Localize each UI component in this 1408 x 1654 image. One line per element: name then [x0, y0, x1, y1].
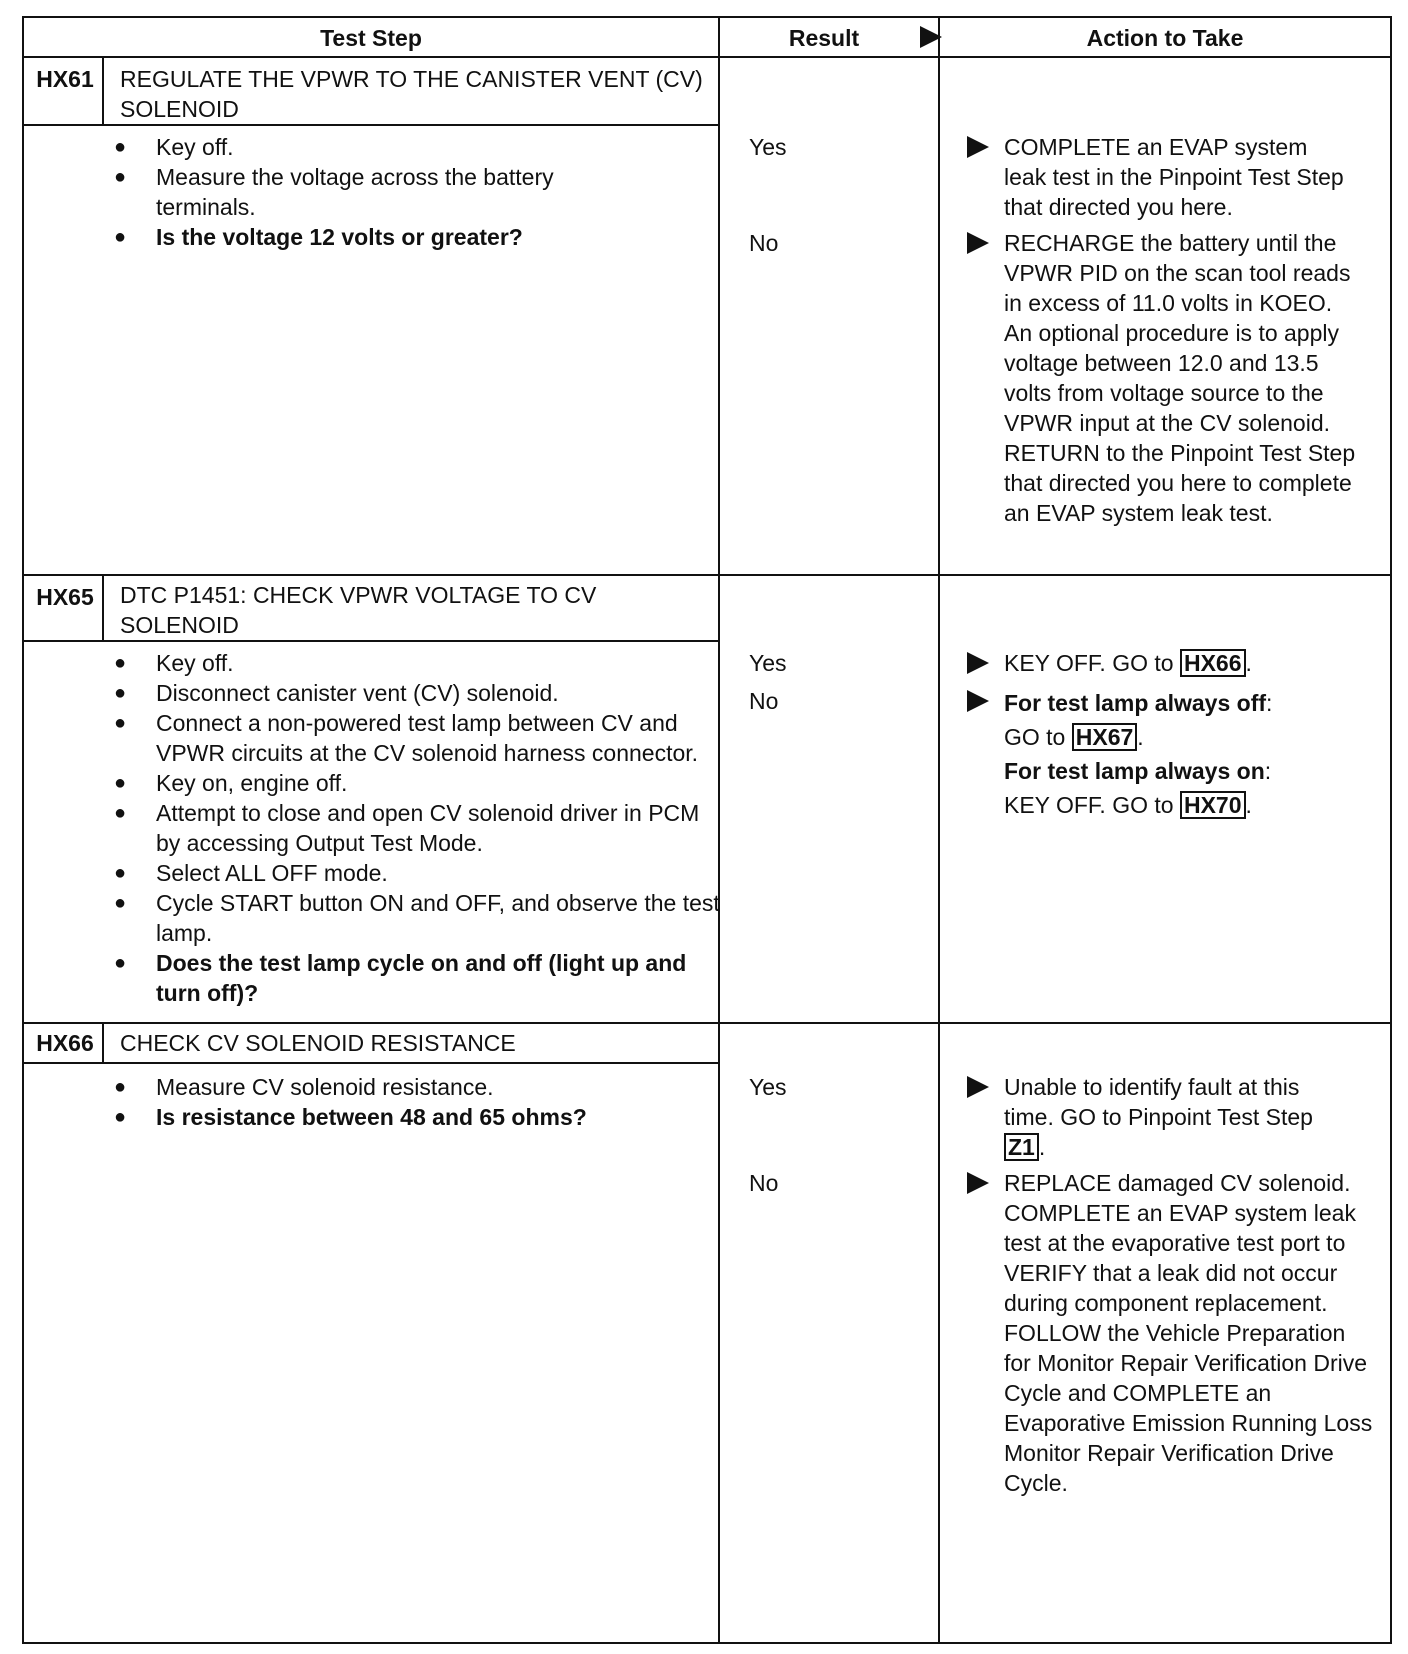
- instruction-question: ● Is resistance between 48 and 65 ohms?: [114, 1102, 724, 1132]
- title-divider: [24, 124, 718, 126]
- id-divider: [102, 58, 104, 126]
- instruction: ● Measure CV solenoid resistance.: [114, 1072, 724, 1102]
- instruction: ● Key off.: [114, 132, 724, 162]
- step-hx66: [24, 1024, 1390, 1644]
- step-reference-hx70[interactable]: HX70: [1180, 791, 1246, 819]
- id-divider: [102, 576, 104, 642]
- step-id: HX61: [36, 66, 94, 92]
- step-title: DTC P1451: CHECK VPWR VOLTAGE TO CV SOLENOID: [120, 582, 597, 638]
- instruction: ● Select ALL OFF mode.: [114, 858, 724, 888]
- step-hx61: [24, 58, 1390, 574]
- action-no: REPLACE damaged CV solenoid. COMPLETE an EVAP system leak test at the evaporative test port to VERIFY that a leak did not occur during component replacement. FOLLOW the Vehicle Preparation for Monitor Repair Verification Drive Cycle and COMPLETE an Evaporative Emission Running Loss Monitor Repair Verification Drive Cycle.: [1004, 1170, 1373, 1496]
- action-no: RECHARGE the battery until the VPWR PID on the scan tool reads in excess of 11.0 volts in KOEO. An optional procedure is to apply voltage between 12.0 and 13.5 volts from voltage source to the VPWR input at the CV solenoid. RETURN to the Pinpoint Test Step that directed you here to complete an EVAP system leak test.: [1004, 230, 1356, 526]
- condition-label: For test lamp always on: [1004, 758, 1265, 784]
- step-instructions: [114, 648, 724, 1008]
- instruction: ● Key on, engine off.: [114, 768, 724, 798]
- action-text: KEY OFF. GO to: [1004, 792, 1174, 818]
- action-yes: COMPLETE an EVAP system leak test in the Pinpoint Test Step that directed you here.: [1004, 134, 1344, 220]
- action-no: For test lamp always off: GO to HX67 . For test lamp always on: KEY OFF. GO to HX70 .: [1004, 690, 1273, 818]
- step-title: REGULATE THE VPWR TO THE CANISTER VENT (CV) SOLENOID: [120, 66, 703, 122]
- result-yes: Yes: [749, 1074, 787, 1100]
- instruction: ● Key off.: [114, 648, 724, 678]
- arrow-icon: [967, 652, 989, 674]
- step-id: HX66: [36, 1030, 94, 1056]
- action-yes: Unable to identify fault at this time. GO to Pinpoint Test Step Z1 .: [1004, 1074, 1313, 1160]
- result-yes: Yes: [749, 650, 787, 676]
- header-test-step: Test Step: [320, 25, 422, 51]
- step-instructions: [114, 132, 724, 252]
- header-action: Action to Take: [1086, 25, 1244, 51]
- arrow-icon: [967, 690, 989, 712]
- result-no: No: [749, 688, 779, 714]
- instruction-question: ● Is the voltage 12 volts or greater?: [114, 222, 724, 252]
- step-id: HX65: [36, 584, 94, 610]
- id-divider: [102, 1024, 104, 1062]
- arrow-icon: [967, 232, 989, 254]
- step-reference-hx67[interactable]: HX67: [1072, 723, 1138, 751]
- step-title: CHECK CV SOLENOID RESISTANCE: [120, 1030, 516, 1056]
- instruction: ● Cycle START button ON and OFF, and observe the test lamp.: [114, 888, 724, 948]
- action-text: Unable to identify fault at this time. GO to Pinpoint Test Step: [1004, 1074, 1313, 1130]
- action-text: GO to: [1004, 724, 1066, 750]
- result-no: No: [749, 1170, 779, 1196]
- instruction: ● Disconnect canister vent (CV) solenoid.: [114, 678, 724, 708]
- test-step-table: [22, 16, 1392, 1644]
- instruction: ● Connect a non-powered test lamp between CV and VPWR circuits at the CV solenoid harness connector.: [114, 708, 724, 768]
- step-instructions: [114, 1072, 724, 1132]
- action-yes: KEY OFF. GO to HX66 .: [1004, 650, 1252, 676]
- title-divider: [24, 1062, 718, 1064]
- instruction: ● Attempt to close and open CV solenoid driver in PCM by accessing Output Test Mode.: [114, 798, 724, 858]
- title-divider: [24, 640, 718, 642]
- condition-label: For test lamp always off: [1004, 690, 1267, 716]
- result-no: No: [749, 230, 779, 256]
- header-result: Result: [788, 25, 860, 51]
- arrow-icon: [967, 1076, 989, 1098]
- arrow-icon: [967, 1172, 989, 1194]
- header-arrow-icon: [920, 26, 942, 48]
- step-reference-z1[interactable]: Z1: [1004, 1133, 1039, 1161]
- step-reference-hx66[interactable]: HX66: [1180, 649, 1246, 677]
- result-yes: Yes: [749, 134, 787, 160]
- instruction: ● Measure the voltage across the battery terminals.: [114, 162, 636, 222]
- arrow-icon: [967, 136, 989, 158]
- step-hx65: [24, 576, 1390, 1022]
- instruction-question: ● Does the test lamp cycle on and off (light up and turn off)?: [114, 948, 724, 1008]
- action-text: KEY OFF. GO to: [1004, 650, 1174, 676]
